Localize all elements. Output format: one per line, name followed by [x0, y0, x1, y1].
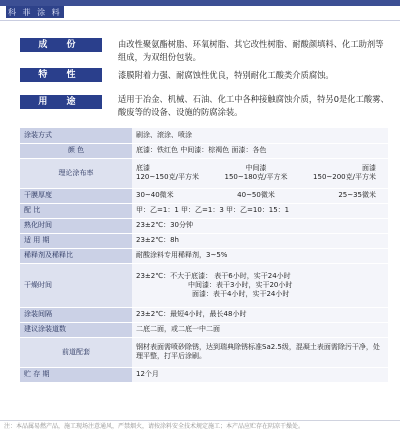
spec-value: 钢材表面需喷砂除锈，达到瑞典除锈标准Sa2.5级，混凝土表面需除污干净，处理平整，打平后涂刷。: [132, 337, 388, 367]
drying-cell: [132, 263, 388, 307]
coverage-col: 面漆: [362, 164, 376, 172]
spec-row-method: [20, 128, 388, 143]
coverage-col: 中间漆: [245, 164, 267, 172]
spec-row-thinner: [20, 248, 388, 263]
spec-label: 贮 存 期: [20, 367, 132, 382]
spec-row-cure: [20, 218, 388, 233]
spec-row-interval: [20, 307, 388, 322]
coverage-value: 120~150克/平方米: [136, 173, 199, 181]
thickness-value: 30~40微米: [136, 191, 174, 199]
spec-label: 干燥时间: [20, 263, 132, 307]
spec-value: 底漆：铁红色 中间漆：棕褐色 面漆：各色: [132, 143, 388, 158]
spec-label: 建议涂装道数: [20, 322, 132, 337]
coverage-value: 150~180克/平方米: [224, 173, 288, 181]
spec-row-ratio: [20, 203, 388, 218]
spec-label: 涂装方式: [20, 128, 132, 143]
features-label: 特 性: [20, 68, 102, 82]
spec-label: 干膜厚度: [20, 188, 132, 203]
coverage-col: 底漆: [136, 164, 150, 172]
composition-text: 由改性聚氨酯树脂、环氧树脂、其它改性树脂、耐酸颜填料、化工助剂等组成，为双组份包装。: [118, 39, 384, 62]
features-text: 漆膜附着力强、耐腐蚀性优良，特别耐化工酸类介质腐蚀。: [118, 70, 334, 80]
usage-label: 用 途: [20, 95, 102, 109]
drying-line: 23±2℃：不大于底漆： 表干6小时，实干24小时: [136, 271, 291, 280]
spec-value: 耐酸涂料专用稀释剂，3~5%: [132, 248, 388, 263]
spec-row-coverage: [20, 158, 388, 188]
composition-label: 成 份: [20, 38, 102, 52]
coverage-headers: [136, 164, 384, 173]
spec-value: 23±2℃：30分钟: [132, 218, 388, 233]
spec-value: 23±2℃：8h: [132, 233, 388, 248]
coverage-value: 150~200克/平方米: [313, 173, 376, 181]
spec-row-potlife: [20, 233, 388, 248]
spec-value: 12个月: [132, 367, 388, 382]
spec-label: 前道配套: [20, 337, 132, 367]
spec-label: 熟化时间: [20, 218, 132, 233]
usage-text: 适用于冶金、机械、石油、化工中各种接触腐蚀介质，特另0是化工酸雾、酸废等的设备、设施的防腐涂装。: [118, 94, 389, 117]
spec-label: 颜 色: [20, 143, 132, 158]
spec-label: 稀释剂及稀释比: [20, 248, 132, 263]
coverage-cell: [132, 158, 388, 188]
spec-value: 刷涂、滚涂、喷涂: [132, 128, 388, 143]
spec-row-thickness: [20, 188, 388, 203]
spec-row-shelf: [20, 367, 388, 382]
spec-row-passes: [20, 322, 388, 337]
spec-label: 配 比: [20, 203, 132, 218]
spec-row-drying: [20, 263, 388, 307]
thickness-cell: [132, 188, 388, 203]
spec-label: 涂装间隔: [20, 307, 132, 322]
brand-name: 科 菲 涂 料: [8, 8, 62, 17]
header-rule: [0, 20, 400, 21]
thickness-values: [136, 191, 384, 200]
spec-label: 理论涂布率: [20, 158, 132, 188]
spec-row-color: [20, 143, 388, 158]
thickness-value: 40~50微米: [237, 191, 275, 199]
spec-value: 甲：乙=1：1 甲：乙=1：3 甲：乙=10：15：1: [132, 203, 388, 218]
spec-table: [20, 128, 388, 382]
drying-line: 面漆：表干4小时，实干24小时: [192, 289, 290, 298]
drying-line: 中间漆：表干3小时，实干20小时: [188, 280, 293, 289]
footer-note: 注：本品属易燃产品，施工现场注意通风，严禁烟火，请按涂料安全技术规定施工；本产品应贮存在阴凉干燥处。: [4, 423, 305, 430]
spec-label: 适 用 期: [20, 233, 132, 248]
spec-value: 23±2℃：最短4小时，最长48小时: [132, 307, 388, 322]
coverage-values: [136, 173, 384, 182]
spec-row-prep: [20, 337, 388, 367]
spec-value: 二底二面，或二底一中二面: [132, 322, 388, 337]
thickness-value: 25~35微米: [338, 191, 376, 199]
